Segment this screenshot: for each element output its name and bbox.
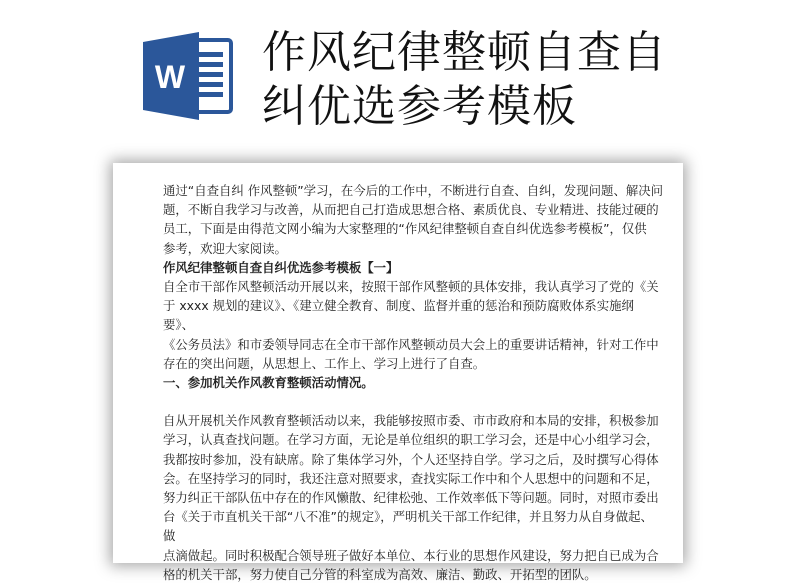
paragraph-line: 学习，认真查找问题。在学习方面，无论是单位组织的职工学习会，还是中心小组学习会， xyxy=(163,432,659,448)
blank-line xyxy=(163,392,663,411)
paragraph-line: 台《关于市直机关干部“八不准”的规定》，严明机关干部工作纪律，并且努力从自身做起、做 xyxy=(163,509,653,544)
title-line-2: 纠优选参考模板 xyxy=(262,81,577,132)
paragraph-line: 我都按时参加，没有缺席。除了集体学习外，个人还坚持自学。学习之后，及时撰写心得体 xyxy=(163,451,659,467)
section-title: 作风纪律整顿自查自纠优选参考模板【一】 xyxy=(163,259,399,275)
document-body xyxy=(163,181,663,584)
word-document-icon xyxy=(143,32,235,120)
paragraph-line: 自全市干部作风整顿活动开展以来，按照干部作风整顿的具体安排，我认真学习了党的《关 xyxy=(163,279,659,295)
paragraph-line: 自从开展机关作风教育整顿活动以来，我能够按照市委、市市政府和本局的安排，积极参加 xyxy=(163,413,659,429)
paragraph-line: 会。在坚持学习的同时，我还注意对照要求，查找实际工作中和个人思想中的问题和不足， xyxy=(163,470,659,486)
word-icon-letter: W xyxy=(154,59,186,95)
intro-line: 参考，欢迎大家阅读。 xyxy=(163,240,287,256)
intro-line: 通过“自查自纠 作风整顿”学习，在今后的工作中，不断进行自查、自纠，发现问题、解决问 xyxy=(163,183,664,198)
paragraph-line: 格的机关干部，努力使自己分管的科室成为高效、廉洁、勤政、开拓型的团队。 xyxy=(163,566,597,582)
title-line-1: 作风纪律整顿自查自 xyxy=(262,27,667,78)
paragraph-line: 存在的突出问题，从思想上、工作上、学习上进行了自查。 xyxy=(163,355,486,371)
paragraph-line: 《公务员法》和市委领导同志在全市干部作风整顿动员大会上的重要讲话精神，针对工作中 xyxy=(163,336,659,352)
page-header xyxy=(0,0,800,160)
paragraph-line: 点滴做起。同时积极配合领导班子做好本单位、本行业的思想作风建设，努力把自已成为合 xyxy=(163,547,659,563)
paragraph-line: 于 xxxx 规划的建议》、《建立健全教育、制度、监督并重的惩治和预防腐败体系实施纲要》、 xyxy=(163,298,634,333)
intro-line: 题，不断自我学习与改善，从而把自己打造成思想合格、素质优良、专业精进、技能过硬的 xyxy=(163,202,659,218)
page-title xyxy=(262,26,762,134)
paragraph-line: 努力纠正干部队伍中存在的作风懒散、纪律松弛、工作效率低下等问题。同时，对照市委出 xyxy=(163,490,659,506)
intro-line: 员工，下面是由得范文网小编为大家整理的“作风纪律整顿自查自纠优选参考模板”，仅供 xyxy=(163,221,647,237)
section-heading: 一、参加机关作风教育整顿活动情况。 xyxy=(163,375,374,391)
